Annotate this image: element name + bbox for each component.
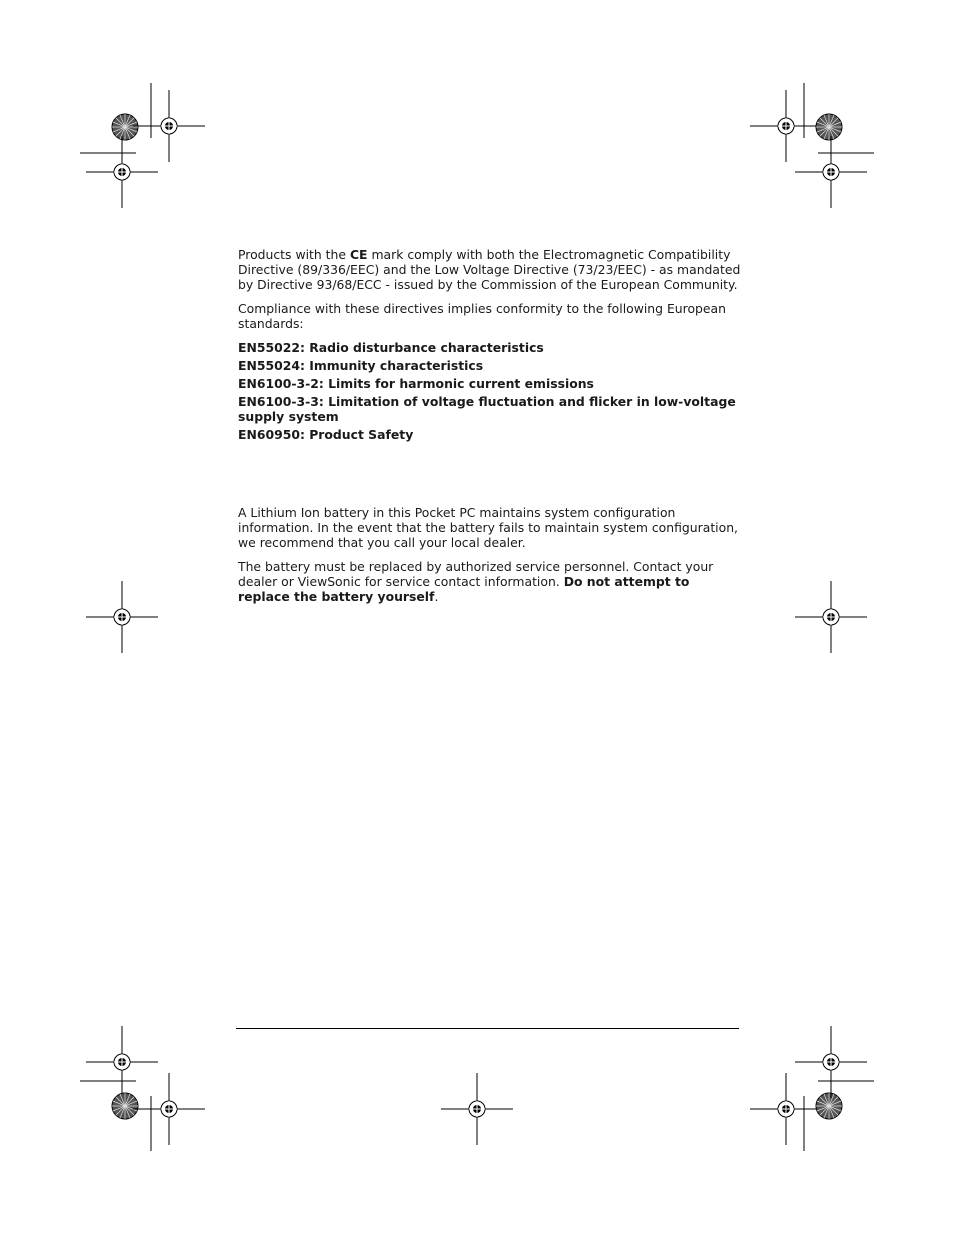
standard-item: EN55024: Immunity characteristics <box>238 358 484 373</box>
standard-item: EN6100-3-3: Limitation of voltage fluctuation and flicker in low-voltage supply system <box>238 394 736 424</box>
star-target-top-right <box>816 114 842 140</box>
standard-item: EN60950: Product Safety <box>238 427 414 442</box>
registration-mark-right-top <box>795 136 867 208</box>
star-target-top-left <box>112 114 138 140</box>
ce-compliance-paragraph: Products with the CE mark comply with both the Electromagnetic Compatibility Directive (89/336/EEC) and the Low Voltage Directive (73/23/EEC) - as mandated by Directive 93/68/ECC - issued by the Commission of the European Community. <box>238 247 741 292</box>
directives-paragraph: Compliance with these directives implies conformity to the following European standards: <box>238 301 726 331</box>
registration-mark-top-right <box>750 90 822 162</box>
standard-item: EN55022: Radio disturbance characteristics <box>238 340 544 355</box>
registration-mark-bottom-right <box>750 1073 822 1145</box>
battery-replacement-paragraph: The battery must be replaced by authorized service personnel. Contact your dealer or ViewSonic for service contact information. Do not attempt to replace the battery yourself. <box>238 559 714 604</box>
registration-mark-bottom-center <box>441 1073 513 1145</box>
registration-mark-left-middle <box>86 581 158 653</box>
registration-mark-right-bottom <box>795 1026 867 1098</box>
battery-warning-text: Do not attempt to replace the battery yourself <box>238 574 690 604</box>
star-target-bottom-left <box>112 1093 138 1119</box>
registration-mark-left-bottom <box>86 1026 158 1098</box>
registration-mark-right-middle <box>795 581 867 653</box>
page-content <box>238 247 743 613</box>
battery-info-paragraph: A Lithium Ion battery in this Pocket PC maintains system configuration information. In the event that the battery fails to maintain system configuration, we recommend that you call your local dealer. <box>238 505 738 550</box>
ce-mark-text: CE <box>349 247 368 262</box>
registration-mark-left-top <box>86 136 158 208</box>
standards-list <box>238 340 743 442</box>
star-target-bottom-right <box>816 1093 842 1119</box>
footer-rule <box>236 1028 739 1029</box>
registration-mark-bottom-left <box>133 1073 205 1145</box>
registration-mark-top-left <box>133 90 205 162</box>
standard-item: EN6100-3-2: Limits for harmonic current emissions <box>238 376 594 391</box>
